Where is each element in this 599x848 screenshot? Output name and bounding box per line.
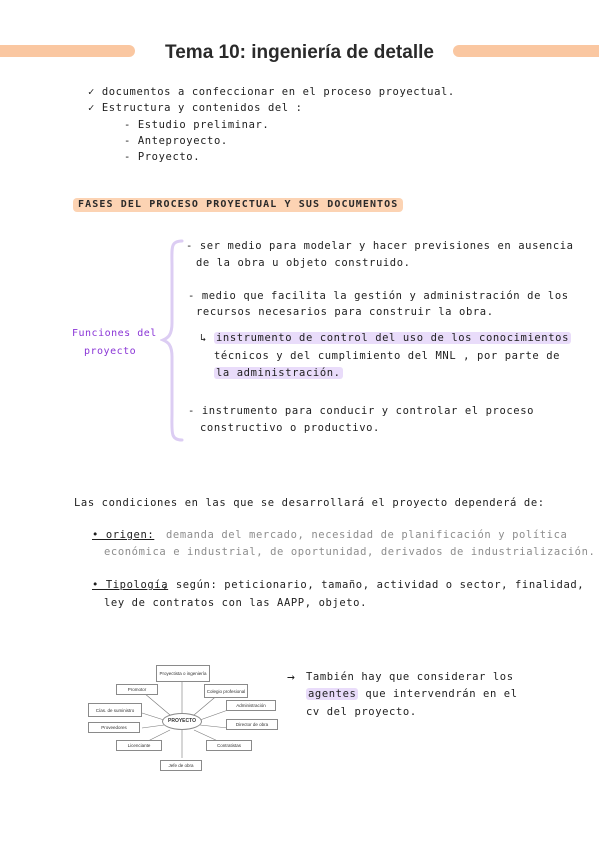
note-text: cv del proyecto. xyxy=(306,706,417,718)
funcion-subitem xyxy=(214,332,571,344)
funcion-item: - medio que facilita la gestión y administración de los xyxy=(188,290,569,302)
diagram-node: Director de obra xyxy=(226,719,278,730)
condiciones-intro: Las condiciones en las que se desarrollará el proyecto dependerá de: xyxy=(74,497,545,509)
funcion-item: - ser medio para modelar y hacer previsiones en ausencia xyxy=(186,240,574,252)
funcion-item: de la obra u objeto construido. xyxy=(196,257,411,269)
intro-subitem: - Proyecto. xyxy=(124,151,201,163)
funciones-label: Funciones del xyxy=(72,328,157,339)
diagram-node: Jefe de obra xyxy=(160,760,202,771)
funciones-label: proyecto xyxy=(84,346,137,357)
diagram-node: Contratistas xyxy=(206,740,252,751)
highlight: agentes xyxy=(308,688,357,700)
tipologia-text: , según: peticionario, tamaño, actividad o sector, finalidad, xyxy=(162,579,585,591)
section-heading: FASES DEL PROCESO PROYECTUAL Y SUS DOCUMENTOS xyxy=(78,199,399,210)
diagram-node: Cías. de suministro xyxy=(88,703,142,717)
funcion-subitem xyxy=(214,367,343,379)
diagram-node: Proveedores xyxy=(88,722,140,733)
page-title: Tema 10: ingeniería de detalle xyxy=(165,42,434,63)
intro-item: ✓ documentos a confeccionar en el proceso proyectual. xyxy=(88,86,455,98)
highlight: instrumento de control del uso de los conocimientos xyxy=(216,332,569,344)
curly-brace-icon xyxy=(160,238,186,444)
origen-label: • origen: xyxy=(92,529,155,541)
funcion-item: - instrumento para conducir y controlar el proceso xyxy=(188,405,535,417)
note-text: agentes que intervendrán en el xyxy=(308,688,518,700)
intro-subitem: - Estudio preliminar. xyxy=(124,119,270,131)
diagram-node: Licenciante xyxy=(116,740,162,751)
origen-text: económica e industrial, de oportunidad, derivados de industrialización. xyxy=(104,546,596,558)
funcion-item: constructivo o productivo. xyxy=(200,422,380,434)
diagram-center: PROYECTO xyxy=(162,713,202,730)
tipologia-text: ley de contratos con las AAPP, objeto. xyxy=(104,597,368,609)
diagram-node: Colegio profesional xyxy=(204,684,248,698)
funcion-subitem: técnicos y del cumplimiento del MNL , por parte de xyxy=(214,350,561,362)
highlight: la administración. xyxy=(216,367,341,379)
tipologia-label: • Tipología xyxy=(92,579,169,591)
intro-item: ✓ Estructura y contenidos del : xyxy=(88,102,303,114)
funcion-item: recursos necesarios para construir la obra. xyxy=(196,306,494,318)
diagram-node: Administración xyxy=(226,700,276,711)
origen-text: demanda del mercado, necesidad de planificación y política xyxy=(166,529,568,541)
note-arrow-icon: → xyxy=(287,670,296,685)
note-text: También hay que considerar los xyxy=(306,671,514,683)
diagram-node: Proyectista o ingeniería xyxy=(156,665,210,682)
intro-subitem: - Anteproyecto. xyxy=(124,135,228,147)
diagram-node: Promotor xyxy=(116,684,158,695)
arrow-icon: ↳ xyxy=(200,332,207,344)
